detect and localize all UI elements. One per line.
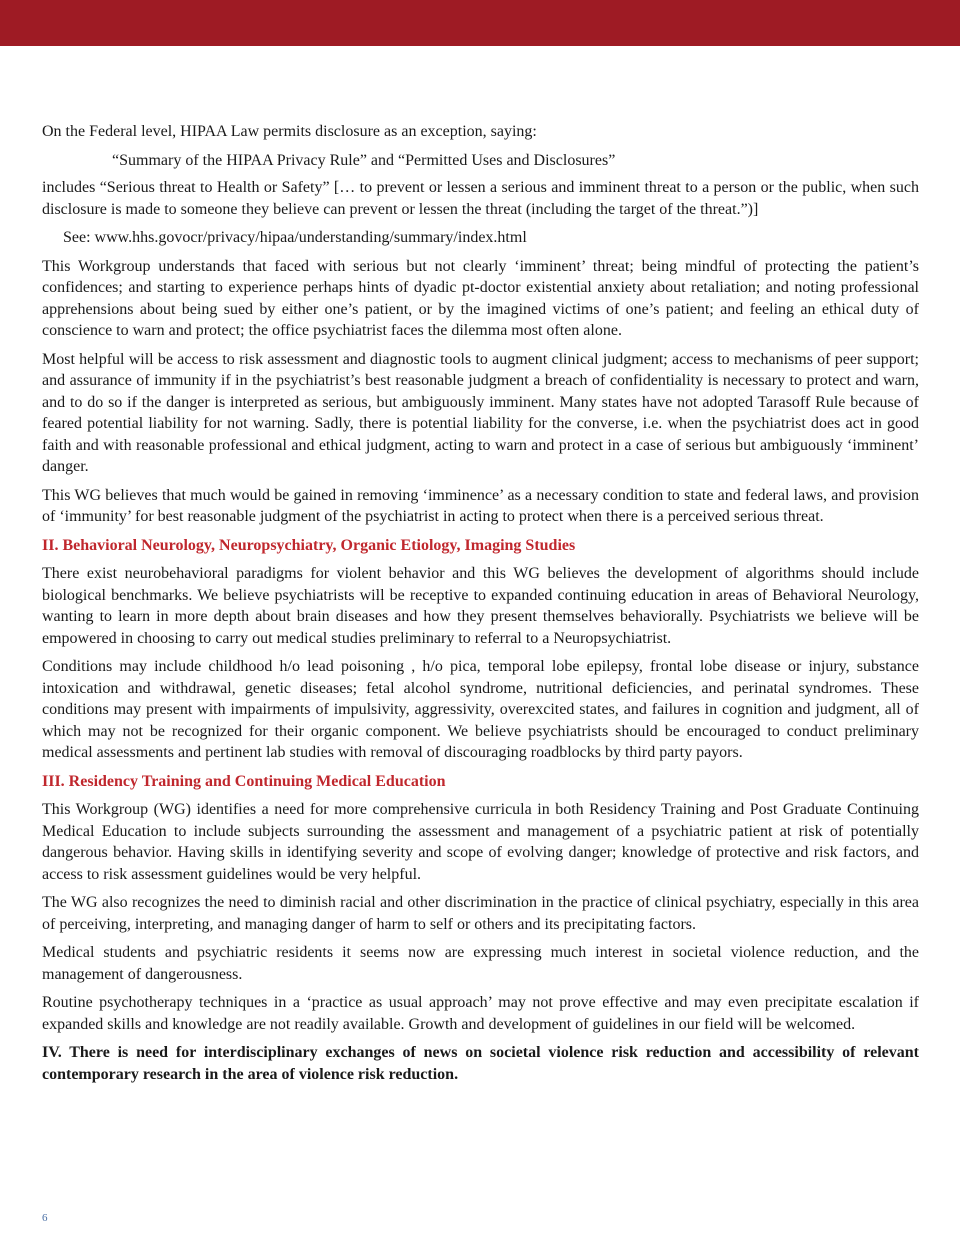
header-band	[0, 0, 960, 46]
section-3-paragraph-1: This Workgroup (WG) identifies a need for more comprehensive curricula in both Residency Training and Post Graduate Continuing Medical Education to include subjects surrounding the assessment and management of a psychiatric patient at risk of potentially dangerous behavior. Having skills in identifying severity and scope of evolving danger; knowledge of protective and risk factors, and access to risk assessment guidelines would be very helpful.	[42, 801, 919, 883]
page-number: 6	[42, 1212, 48, 1224]
paragraph-most-helpful: Most helpful will be access to risk assessment and diagnostic tools to augment clinical judgment; access to mechanisms of peer support; and assurance of immunity if in the psychiatrist’s best reasonable judgment a breach of confidentiality is necessary to protect and warn, and to do so if the danger is interpreted as serious, but ambiguously imminent. Many states have not adopted Tarasoff Rule because of feared potential liability for not warning. Sadly, there is potential liability for the converse, i.e. when the psychiatrist does act in good faith and with reasonable professional and ethical judgment, acting to warn and protect in a case of serious but ambiguously ‘imminent’ danger.	[42, 350, 919, 475]
document-body	[42, 121, 919, 1092]
section-2-paragraph-1: There exist neurobehavioral paradigms for violent behavior and this WG believes the development of algorithms should include biological benchmarks. We believe psychiatrists will be receptive to expanded continuing education in areas of Behavioral Neurology, wanting to learn in more depth about brain diseases and how they present themselves behaviorally. Psychiatrists we believe will be empowered in choosing to carry out medical studies preliminary to referral to a Neuropsychiatrist.	[42, 565, 919, 647]
section-3-paragraph-3: Medical students and psychiatric residents it seems now are expressing much interest in societal violence reduction, and the management of dangerousness.	[42, 944, 919, 983]
paragraph-wg-believes: This WG believes that much would be gained in removing ‘imminence’ as a necessary condition to state and federal laws, and provision of ‘immunity’ for best reasonable judgment of the psychiatrist in acting to protect when there is a perceived serious threat.	[42, 486, 919, 525]
section-2-heading: II. Behavioral Neurology, Neuropsychiatry, Organic Etiology, Imaging Studies	[42, 536, 576, 554]
paragraph-workgroup-understands: This Workgroup understands that faced with serious but not clearly ‘imminent’ threat; being mindful of protecting the patient’s confidences; and starting to experience perhaps hints of dyadic pt-doctor existential anxiety about retaliation; and noting professional apprehensions about being sued by either one’s patient, or by the imagined victims of one’s patient; and feeling an ethical duty of conscience to warn and protect; the office psychiatrist faces the dilemma most often alone.	[42, 257, 919, 339]
intro-line: On the Federal level, HIPAA Law permits disclosure as an exception, saying:	[42, 123, 537, 140]
section-3-paragraph-4: Routine psychotherapy techniques in a ‘practice as usual approach’ may not prove effective and may even precipitate escalation if expanded skills and knowledge are not readily available. Growth and development of guidelines in our field will be welcomed.	[42, 994, 919, 1033]
section-4-heading: IV. There is need for interdisciplinary exchanges of news on societal violence risk reduction and accessibility of relevant contemporary research in the area of violence risk reduction.	[42, 1044, 919, 1083]
intro-includes: includes “Serious threat to Health or Safety” [… to prevent or lessen a serious and imminent threat to a person or the public, when such disclosure is made to someone they believe can prevent or lessen the threat (including the target of the threat.”)]	[42, 179, 919, 218]
section-3-paragraph-2: The WG also recognizes the need to diminish racial and other discrimination in the practice of clinical psychiatry, especially in this area of perceiving, interpreting, and managing danger of harm to self or others and its precipitating factors.	[42, 894, 919, 933]
see-reference-link[interactable]: See: www.hhs.govocr/privacy/hipaa/understanding/summary/index.html	[63, 229, 527, 246]
section-3-heading: III. Residency Training and Continuing Medical Education	[42, 772, 446, 790]
intro-quote: “Summary of the HIPAA Privacy Rule” and “Permitted Uses and Disclosures”	[112, 151, 616, 169]
section-2-paragraph-2: Conditions may include childhood h/o lead poisoning , h/o pica, temporal lobe epilepsy, frontal lobe disease or injury, substance intoxication and withdrawal, genetic diseases; fetal alcohol syndrome, nutritional deficiencies, and perinatal syndromes. These conditions may present with impairments of impulsivity, aggressivity, overexcited states, and failures in cognition and judgment, all of which may not be recognized for their organic component. We believe psychiatrists should be encouraged to conduct preliminary medical assessments and pertinent lab studies with removal of discouraging roadblocks by third party payors.	[42, 658, 919, 761]
